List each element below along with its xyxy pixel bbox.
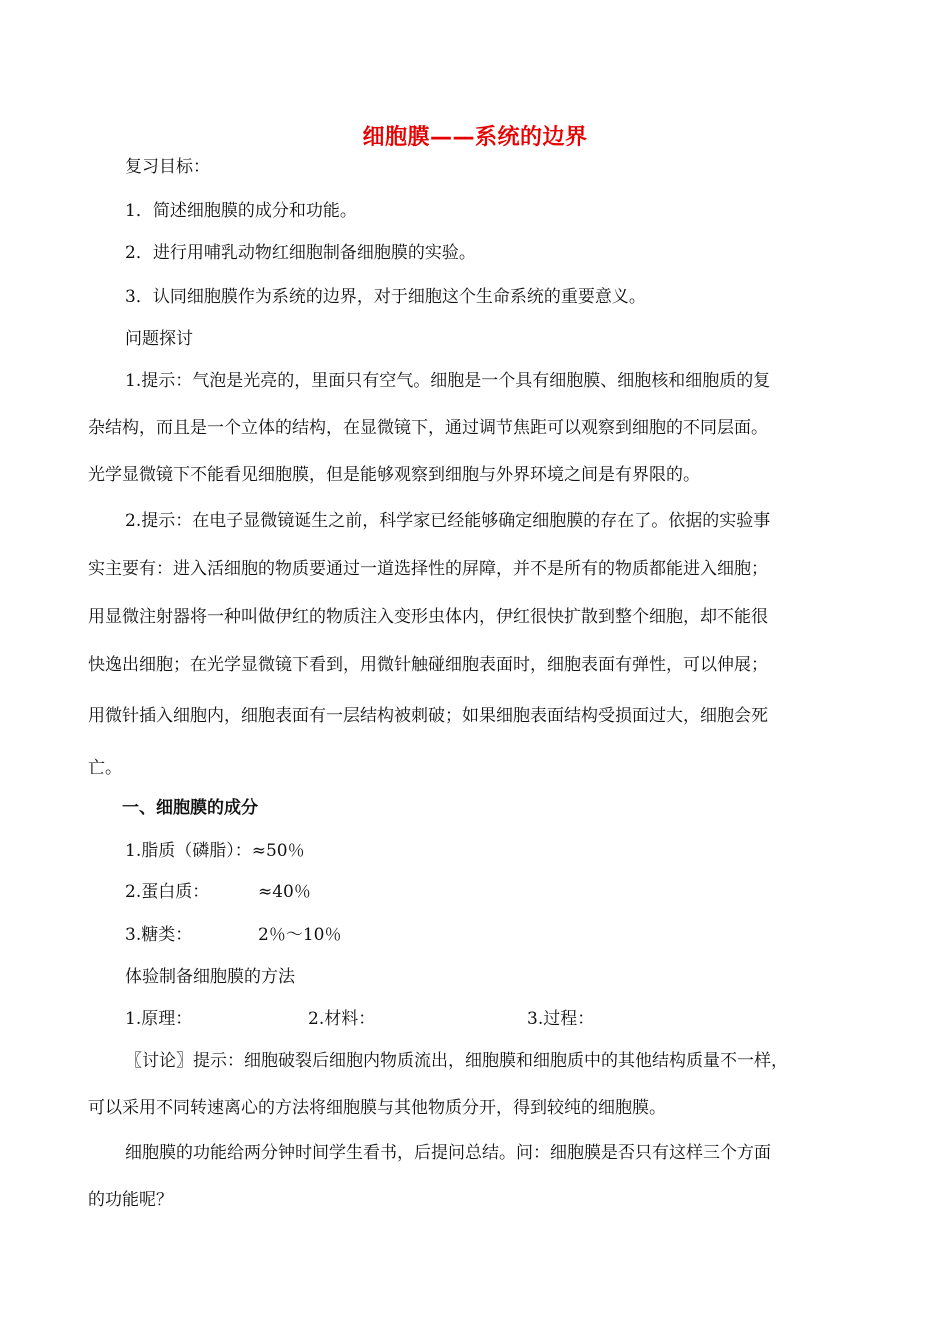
discussion-p2-line-3: 用显微注射器将一种叫做伊红的物质注入变形虫体内，伊红很快扩散到整个细胞，却不能很	[88, 607, 768, 627]
component-protein-value: ≈40％	[258, 882, 311, 902]
component-sugar-name: 3.糖类：	[125, 925, 193, 945]
component-sugar-value: 2％～10％	[258, 925, 342, 945]
discussion-p1-line-2: 杂结构，而且是一个立体的结构，在显微镜下，通过调节焦距可以观察到细胞的不同层面。	[88, 418, 768, 438]
discussion-p2-line-4: 快逸出细胞；在光学显微镜下看到，用微针触碰细胞表面时，细胞表面有弹性，可以伸展；	[88, 655, 768, 675]
component-protein-name: 2.蛋白质：	[125, 882, 210, 902]
review-item-1: 1．简述细胞膜的成分和功能。	[125, 201, 357, 221]
function-note-line-1: 细胞膜的功能给两分钟时间学生看书，后提问总结。问：细胞膜是否只有这样三个方面	[125, 1143, 771, 1163]
experiment-material: 2.材料：	[308, 1009, 376, 1029]
review-item-3: 3．认同细胞膜作为系统的边界，对于细胞这个生命系统的重要意义。	[125, 287, 646, 307]
component-lipid-value: ≈50％	[251, 841, 305, 861]
component-sugar	[125, 923, 192, 947]
discussion-p1-line-3: 光学显微镜下不能看见细胞膜，但是能够观察到细胞与外界环境之间是有界限的。	[88, 465, 700, 485]
component-lipid-name: 1.脂质（磷脂）：	[125, 841, 252, 861]
component-protein	[125, 880, 209, 904]
component-lipid	[125, 839, 305, 863]
review-item-2: 2．进行用哺乳动物红细胞制备细胞膜的实验。	[125, 243, 476, 263]
discussion-p2-line-5: 用微针插入细胞内，细胞表面有一层结构被刺破；如果细胞表面结构受损面过大，细胞会死	[88, 706, 768, 726]
experiment-process: 3.过程：	[527, 1009, 595, 1029]
review-heading: 复习目标：	[125, 157, 210, 177]
discussion-p2-line-6: 亡。	[88, 758, 122, 778]
discussion-p1-line-1: 1.提示：气泡是光亮的，里面只有空气。细胞是一个具有细胞膜、细胞核和细胞质的复	[125, 371, 771, 391]
page-title: 细胞膜——系统的边界	[362, 125, 588, 150]
function-note-line-2: 的功能呢？	[88, 1190, 173, 1210]
discussion-p2-line-1: 2.提示：在电子显微镜诞生之前，科学家已经能够确定细胞膜的存在了。依据的实验事	[125, 511, 771, 531]
discussion-heading: 问题探讨	[125, 329, 193, 349]
discuss-note-line-2: 可以采用不同转速离心的方法将细胞膜与其他物质分开，得到较纯的细胞膜。	[88, 1098, 666, 1118]
discuss-note-line-1: 〖讨论〗提示：细胞破裂后细胞内物质流出，细胞膜和细胞质中的其他结构质量不一样，	[125, 1051, 788, 1071]
discussion-p2-line-2: 实主要有：进入活细胞的物质要通过一道选择性的屏障，并不是所有的物质都能进入细胞；	[88, 559, 768, 579]
experiment-principle: 1.原理：	[125, 1009, 193, 1029]
experiment-heading: 体验制备细胞膜的方法	[125, 967, 295, 987]
section1-heading: 一、细胞膜的成分	[122, 798, 258, 818]
